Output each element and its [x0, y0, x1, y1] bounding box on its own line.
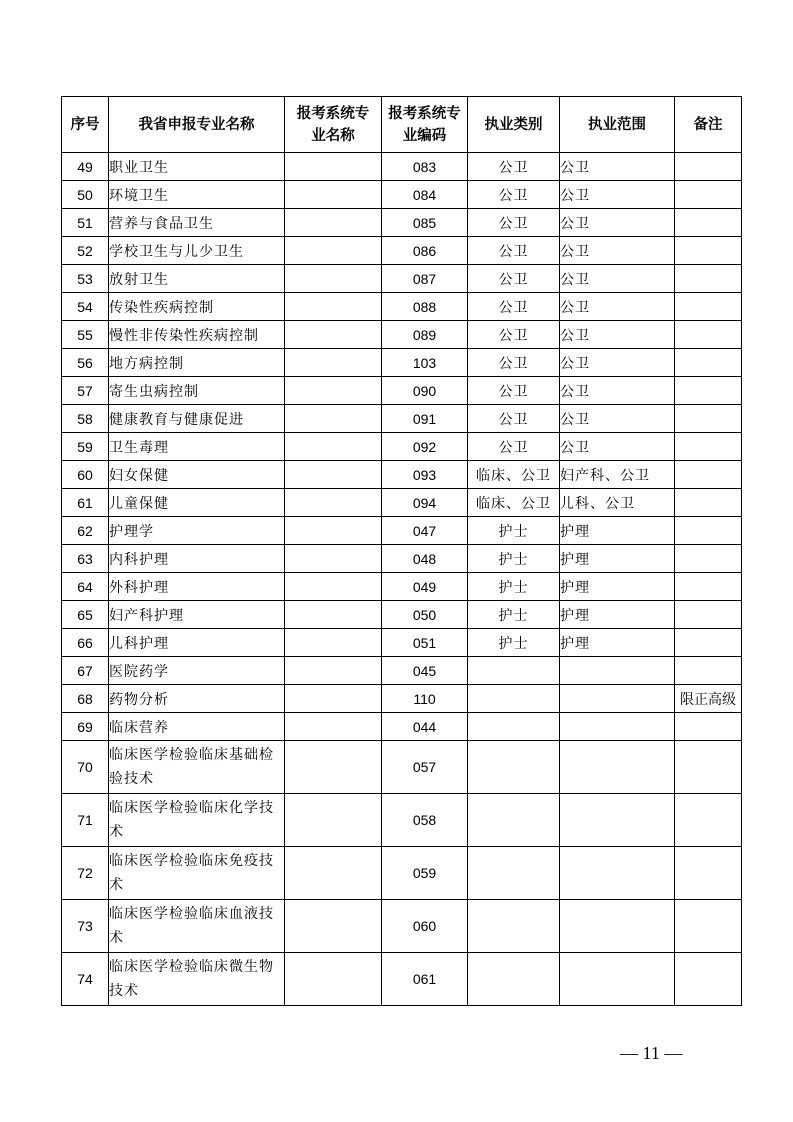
cell-scope: 公卫 — [560, 377, 675, 405]
table-row — [62, 209, 742, 237]
cell-name: 临床医学检验临床免疫技术 — [109, 847, 285, 900]
header-sys-name: 报考系统专业名称 — [285, 97, 382, 153]
cell-name: 临床营养 — [109, 713, 285, 741]
cell-name: 学校卫生与儿少卫生 — [109, 237, 285, 265]
cell-scope: 护理 — [560, 601, 675, 629]
cell-category: 公卫 — [468, 293, 560, 321]
cell-scope: 公卫 — [560, 153, 675, 181]
table-row — [62, 517, 742, 545]
cell-scope: 儿科、公卫 — [560, 489, 675, 517]
cell-code: 103 — [382, 349, 468, 377]
cell-note — [675, 847, 742, 900]
cell-seq: 61 — [62, 489, 109, 517]
cell-sys-name — [285, 293, 382, 321]
cell-sys-name — [285, 209, 382, 237]
cell-scope: 公卫 — [560, 237, 675, 265]
table-row — [62, 489, 742, 517]
cell-name: 儿科护理 — [109, 629, 285, 657]
cell-code: 091 — [382, 405, 468, 433]
table-row — [62, 377, 742, 405]
cell-scope: 护理 — [560, 545, 675, 573]
cell-seq: 74 — [62, 953, 109, 1006]
cell-sys-name — [285, 321, 382, 349]
cell-scope: 公卫 — [560, 349, 675, 377]
header-note: 备注 — [675, 97, 742, 153]
table-row — [62, 713, 742, 741]
cell-code: 083 — [382, 153, 468, 181]
cell-note — [675, 181, 742, 209]
cell-name: 健康教育与健康促进 — [109, 405, 285, 433]
table-row — [62, 573, 742, 601]
table-row — [62, 293, 742, 321]
cell-note — [675, 377, 742, 405]
cell-code: 044 — [382, 713, 468, 741]
cell-sys-name — [285, 741, 382, 794]
cell-category: 公卫 — [468, 209, 560, 237]
cell-code: 060 — [382, 900, 468, 953]
cell-category: 护士 — [468, 629, 560, 657]
table-row — [62, 847, 742, 900]
cell-name: 环境卫生 — [109, 181, 285, 209]
cell-seq: 69 — [62, 713, 109, 741]
cell-category: 公卫 — [468, 405, 560, 433]
cell-category — [468, 657, 560, 685]
cell-category: 临床、公卫 — [468, 489, 560, 517]
cell-seq: 68 — [62, 685, 109, 713]
cell-seq: 55 — [62, 321, 109, 349]
cell-sys-name — [285, 349, 382, 377]
cell-code: 045 — [382, 657, 468, 685]
cell-code: 058 — [382, 794, 468, 847]
cell-code: 084 — [382, 181, 468, 209]
table-row — [62, 741, 742, 794]
table-row — [62, 601, 742, 629]
cell-category: 护士 — [468, 573, 560, 601]
cell-code: 087 — [382, 265, 468, 293]
cell-category: 护士 — [468, 517, 560, 545]
cell-note — [675, 629, 742, 657]
cell-note — [675, 900, 742, 953]
cell-scope — [560, 713, 675, 741]
cell-scope: 公卫 — [560, 209, 675, 237]
cell-scope: 护理 — [560, 517, 675, 545]
cell-name: 临床医学检验临床血液技术 — [109, 900, 285, 953]
cell-note — [675, 153, 742, 181]
cell-note: 限正高级 — [675, 685, 742, 713]
cell-code: 050 — [382, 601, 468, 629]
cell-code: 088 — [382, 293, 468, 321]
cell-seq: 49 — [62, 153, 109, 181]
cell-code: 085 — [382, 209, 468, 237]
cell-category: 公卫 — [468, 321, 560, 349]
cell-sys-name — [285, 181, 382, 209]
cell-note — [675, 489, 742, 517]
cell-name: 临床医学检验临床基础检验技术 — [109, 741, 285, 794]
cell-note — [675, 265, 742, 293]
cell-name: 寄生虫病控制 — [109, 377, 285, 405]
cell-code: 059 — [382, 847, 468, 900]
table-row — [62, 461, 742, 489]
cell-seq: 70 — [62, 741, 109, 794]
table-row — [62, 629, 742, 657]
cell-note — [675, 573, 742, 601]
cell-name: 传染性疾病控制 — [109, 293, 285, 321]
cell-seq: 66 — [62, 629, 109, 657]
cell-seq: 62 — [62, 517, 109, 545]
cell-code: 047 — [382, 517, 468, 545]
header-row — [62, 97, 742, 153]
cell-note — [675, 433, 742, 461]
cell-category — [468, 900, 560, 953]
cell-seq: 65 — [62, 601, 109, 629]
table-row — [62, 405, 742, 433]
cell-category: 公卫 — [468, 349, 560, 377]
table-row — [62, 265, 742, 293]
table-row — [62, 657, 742, 685]
cell-scope: 公卫 — [560, 181, 675, 209]
cell-sys-name — [285, 265, 382, 293]
cell-scope — [560, 657, 675, 685]
cell-category: 公卫 — [468, 433, 560, 461]
cell-code: 093 — [382, 461, 468, 489]
cell-sys-name — [285, 237, 382, 265]
cell-scope: 公卫 — [560, 405, 675, 433]
cell-sys-name — [285, 629, 382, 657]
cell-seq: 59 — [62, 433, 109, 461]
cell-note — [675, 657, 742, 685]
cell-seq: 54 — [62, 293, 109, 321]
cell-name: 职业卫生 — [109, 153, 285, 181]
cell-seq: 58 — [62, 405, 109, 433]
cell-seq: 51 — [62, 209, 109, 237]
cell-category — [468, 713, 560, 741]
cell-category: 护士 — [468, 545, 560, 573]
cell-name: 营养与食品卫生 — [109, 209, 285, 237]
cell-seq: 52 — [62, 237, 109, 265]
cell-seq: 53 — [62, 265, 109, 293]
cell-category: 公卫 — [468, 377, 560, 405]
cell-category: 公卫 — [468, 237, 560, 265]
header-name: 我省申报专业名称 — [109, 97, 285, 153]
cell-scope: 公卫 — [560, 321, 675, 349]
cell-note — [675, 713, 742, 741]
cell-scope: 护理 — [560, 573, 675, 601]
cell-sys-name — [285, 601, 382, 629]
cell-sys-name — [285, 489, 382, 517]
cell-scope: 公卫 — [560, 433, 675, 461]
cell-note — [675, 794, 742, 847]
cell-code: 061 — [382, 953, 468, 1006]
cell-sys-name — [285, 405, 382, 433]
cell-code: 089 — [382, 321, 468, 349]
cell-sys-name — [285, 794, 382, 847]
cell-scope: 公卫 — [560, 293, 675, 321]
cell-scope: 公卫 — [560, 265, 675, 293]
specialty-table — [61, 96, 742, 1006]
cell-seq: 57 — [62, 377, 109, 405]
cell-seq: 67 — [62, 657, 109, 685]
cell-seq: 73 — [62, 900, 109, 953]
cell-note — [675, 293, 742, 321]
cell-sys-name — [285, 953, 382, 1006]
header-category: 执业类别 — [468, 97, 560, 153]
cell-code: 051 — [382, 629, 468, 657]
cell-category: 临床、公卫 — [468, 461, 560, 489]
cell-code: 049 — [382, 573, 468, 601]
cell-sys-name — [285, 573, 382, 601]
cell-name: 地方病控制 — [109, 349, 285, 377]
cell-scope — [560, 794, 675, 847]
cell-category: 公卫 — [468, 265, 560, 293]
cell-name: 外科护理 — [109, 573, 285, 601]
cell-sys-name — [285, 153, 382, 181]
cell-code: 090 — [382, 377, 468, 405]
cell-category — [468, 685, 560, 713]
cell-seq: 72 — [62, 847, 109, 900]
table-row — [62, 953, 742, 1006]
cell-code: 094 — [382, 489, 468, 517]
cell-category — [468, 847, 560, 900]
cell-sys-name — [285, 433, 382, 461]
cell-seq: 56 — [62, 349, 109, 377]
cell-sys-name — [285, 657, 382, 685]
cell-name: 妇产科护理 — [109, 601, 285, 629]
table-row — [62, 321, 742, 349]
cell-note — [675, 209, 742, 237]
page-number: — 11 — — [620, 1043, 683, 1063]
cell-name: 妇女保健 — [109, 461, 285, 489]
cell-note — [675, 953, 742, 1006]
cell-name: 内科护理 — [109, 545, 285, 573]
cell-scope — [560, 741, 675, 794]
cell-scope: 妇产科、公卫 — [560, 461, 675, 489]
cell-name: 药物分析 — [109, 685, 285, 713]
cell-seq: 50 — [62, 181, 109, 209]
cell-sys-name — [285, 517, 382, 545]
cell-sys-name — [285, 685, 382, 713]
table-row — [62, 433, 742, 461]
cell-seq: 63 — [62, 545, 109, 573]
cell-sys-name — [285, 900, 382, 953]
cell-sys-name — [285, 713, 382, 741]
cell-scope — [560, 847, 675, 900]
table-row — [62, 794, 742, 847]
cell-note — [675, 405, 742, 433]
table-row — [62, 349, 742, 377]
cell-seq: 64 — [62, 573, 109, 601]
cell-name: 放射卫生 — [109, 265, 285, 293]
cell-note — [675, 545, 742, 573]
cell-scope — [560, 953, 675, 1006]
table-row — [62, 685, 742, 713]
cell-name: 儿童保健 — [109, 489, 285, 517]
cell-seq: 71 — [62, 794, 109, 847]
table-row — [62, 545, 742, 573]
cell-note — [675, 461, 742, 489]
cell-category — [468, 741, 560, 794]
cell-name: 临床医学检验临床化学技术 — [109, 794, 285, 847]
cell-code: 057 — [382, 741, 468, 794]
cell-name: 慢性非传染性疾病控制 — [109, 321, 285, 349]
cell-code: 086 — [382, 237, 468, 265]
cell-category — [468, 953, 560, 1006]
cell-scope — [560, 685, 675, 713]
cell-code: 110 — [382, 685, 468, 713]
cell-category: 公卫 — [468, 153, 560, 181]
cell-category: 护士 — [468, 601, 560, 629]
cell-note — [675, 741, 742, 794]
cell-name: 医院药学 — [109, 657, 285, 685]
cell-seq: 60 — [62, 461, 109, 489]
cell-note — [675, 601, 742, 629]
cell-name: 护理学 — [109, 517, 285, 545]
cell-sys-name — [285, 545, 382, 573]
table-row — [62, 900, 742, 953]
cell-code: 092 — [382, 433, 468, 461]
cell-note — [675, 237, 742, 265]
cell-category — [468, 794, 560, 847]
cell-note — [675, 321, 742, 349]
header-seq: 序号 — [62, 97, 109, 153]
cell-note — [675, 517, 742, 545]
cell-note — [675, 349, 742, 377]
table-row — [62, 181, 742, 209]
cell-sys-name — [285, 461, 382, 489]
cell-sys-name — [285, 847, 382, 900]
cell-name: 临床医学检验临床微生物技术 — [109, 953, 285, 1006]
header-scope: 执业范围 — [560, 97, 675, 153]
cell-code: 048 — [382, 545, 468, 573]
cell-scope: 护理 — [560, 629, 675, 657]
cell-name: 卫生毒理 — [109, 433, 285, 461]
table-row — [62, 237, 742, 265]
table-row — [62, 153, 742, 181]
cell-sys-name — [285, 377, 382, 405]
header-sys-code: 报考系统专业编码 — [382, 97, 468, 153]
cell-category: 公卫 — [468, 181, 560, 209]
cell-scope — [560, 900, 675, 953]
